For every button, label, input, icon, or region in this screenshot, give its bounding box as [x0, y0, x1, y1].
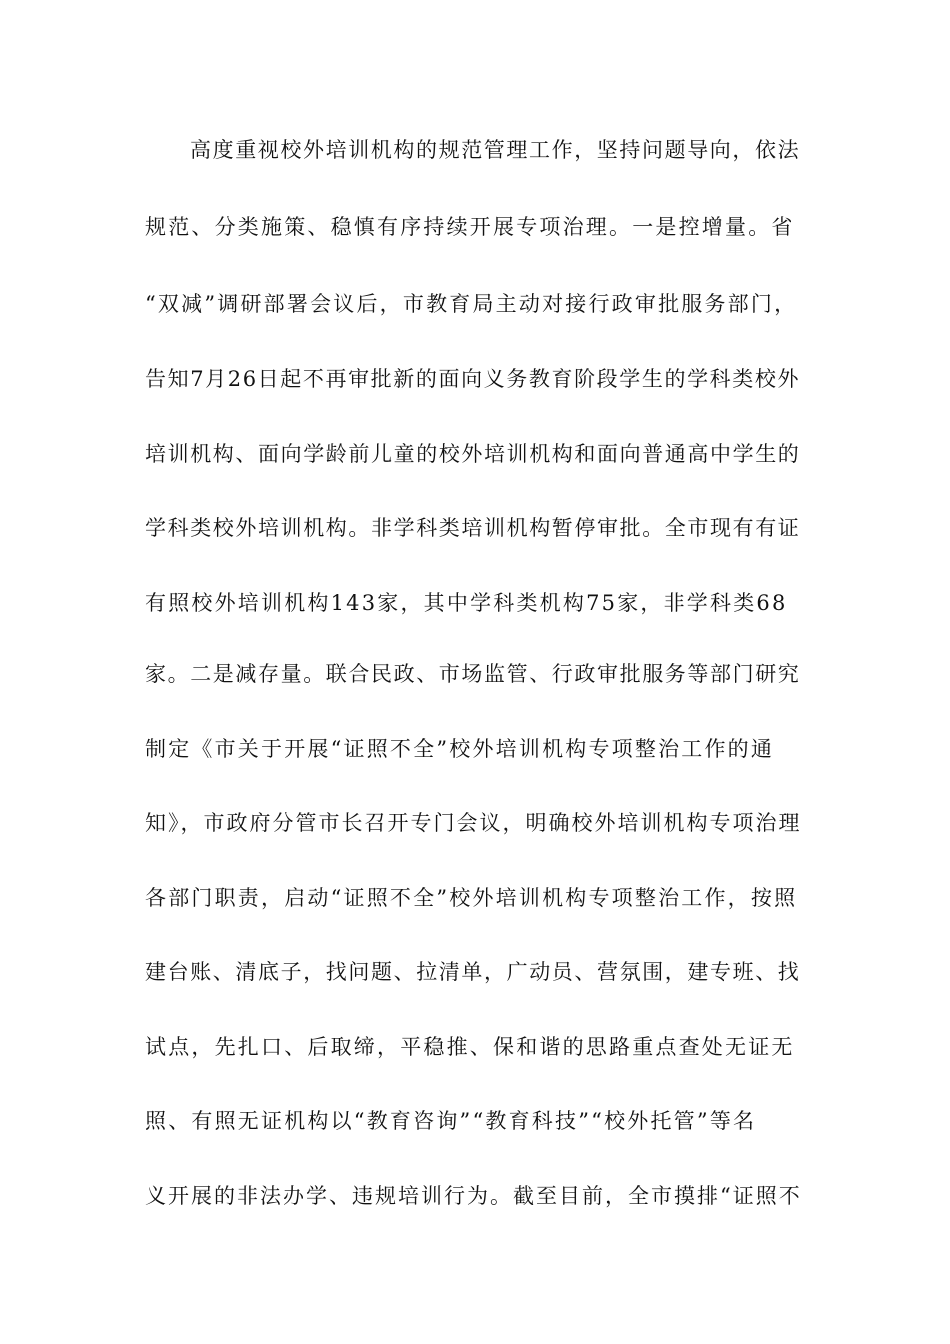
paragraph-line-6: 学科类校外培训机构。非学科类培训机构暂停审批。全市现有有证	[145, 516, 801, 540]
paragraph-line-9: 制定《市关于开展“证照不全”校外培训机构专项整治工作的通	[145, 737, 775, 761]
paragraph-line-7: 有照校外培训机构143家，其中学科类机构75家，非学科类68	[145, 591, 788, 615]
paragraph-line-10: 知》，市政府分管市长召开专门会议，明确校外培训机构专项治理	[145, 811, 802, 835]
paragraph-line-12: 建台账、清底子，找问题、拉清单，广动员、营氛围，建专班、找	[145, 960, 801, 984]
paragraph-line-8: 家。二是减存量。联合民政、市场监管、行政审批服务等部门研究	[145, 662, 801, 686]
paragraph-line-11: 各部门职责，启动“证照不全”校外培训机构专项整治工作，按照	[145, 886, 798, 910]
paragraph-line-5: 培训机构、面向学龄前儿童的校外培训机构和面向普通高中学生的	[145, 442, 801, 466]
paragraph-line-14: 照、有照无证机构以“教育咨询”“教育科技”“校外托管”等名	[145, 1109, 757, 1133]
paragraph-line-2: 规范、分类施策、稳慎有序持续开展专项治理。一是控增量。省	[145, 215, 795, 239]
paragraph-line-4: 告知7月26日起不再审批新的面向义务教育阶段学生的学科类校外	[145, 367, 801, 391]
paragraph-line-13: 试点，先扎口、后取缔，平稳推、保和谐的思路重点查处无证无	[145, 1035, 795, 1059]
paragraph-line-15: 义开展的非法办学、违规培训行为。截至目前，全市摸排“证照不	[145, 1184, 802, 1208]
paragraph-line-3: “双减”调研部署会议后，市教育局主动对接行政审批服务部门，	[145, 292, 798, 316]
paragraph-line-1: 高度重视校外培训机构的规范管理工作，坚持问题导向，依法	[190, 138, 801, 162]
